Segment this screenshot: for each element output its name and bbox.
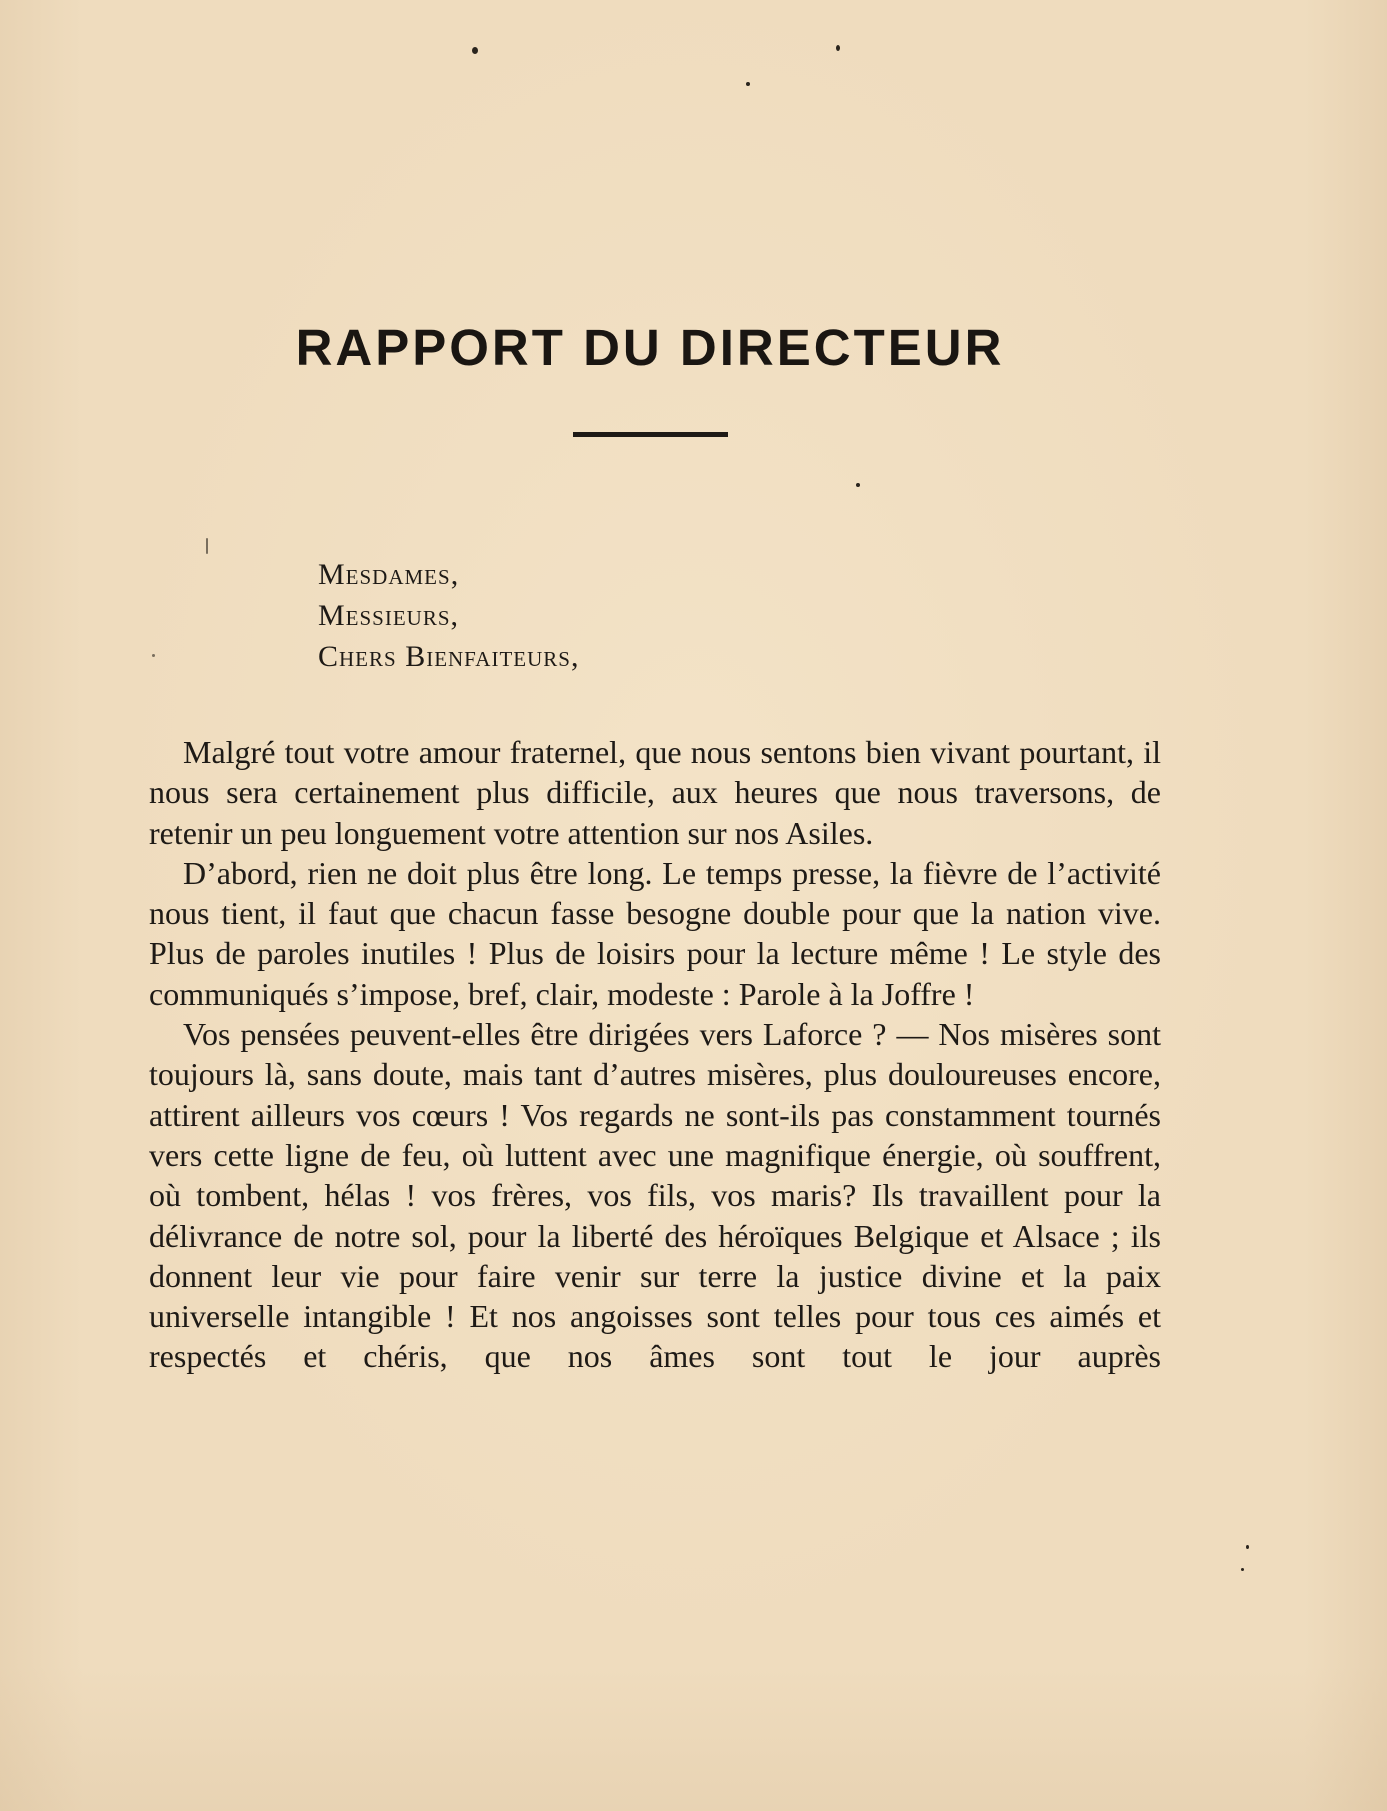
paper-speck bbox=[856, 483, 860, 487]
paper-speck bbox=[1246, 1545, 1249, 1549]
salutation-line: Messieurs, bbox=[318, 599, 460, 632]
paper-speck bbox=[152, 654, 155, 657]
paper-speck bbox=[746, 82, 750, 86]
paper-speck bbox=[206, 538, 208, 554]
paragraph: Malgré tout votre amour fraternel, que nous sentons bien vivant pourtant, il nous sera certainement plus difficile, aux heures que nous traversons, de retenir un peu longuement votre attention sur nos Asiles. bbox=[149, 734, 1161, 851]
paper-speck bbox=[472, 47, 478, 54]
paragraph: Vos pensées peuvent-elles être dirigées vers Laforce ? — Nos misères sont toujours là, sans doute, mais tant d’autres misères, plus douloureuses encore, attirent ailleurs vos cœurs ! Vos regards ne sont-ils pas constamment tournés vers cette ligne de feu, où luttent avec une magnifique énergie, où souffrent, où tombent, hélas ! vos frères, vos fils, vos maris? Ils travaillent pour la délivrance de notre sol, pour la liberté des héroïques Belgique et Alsace ; ils donnent leur vie pour faire venir sur terre la justice divine et la paix universelle intangible ! Et nos angoisses sont telles pour tous ces aimés et respectés et chéris, que nos âmes sont tout le jour auprès bbox=[149, 1016, 1161, 1375]
title-rule bbox=[573, 432, 728, 437]
paragraph: D’abord, rien ne doit plus être long. Le temps presse, la fièvre de l’activité nous tient, il faut que chacun fasse besogne double pour que la nation vive. Plus de paroles inutiles ! Plus de loisirs pour la lecture même ! Le style des communiqués s’impose, bref, clair, modeste : Parole à la Joffre ! bbox=[149, 854, 1161, 1012]
body-text bbox=[149, 732, 1161, 1377]
salutation-block bbox=[318, 554, 579, 677]
page-title: RAPPORT DU DIRECTEUR bbox=[295, 319, 1005, 376]
paper-speck bbox=[1241, 1568, 1244, 1571]
salutation-line: Mesdames, bbox=[318, 558, 460, 591]
salutation-line: Chers Bienfaiteurs, bbox=[318, 640, 580, 673]
paper-speck bbox=[836, 45, 840, 51]
